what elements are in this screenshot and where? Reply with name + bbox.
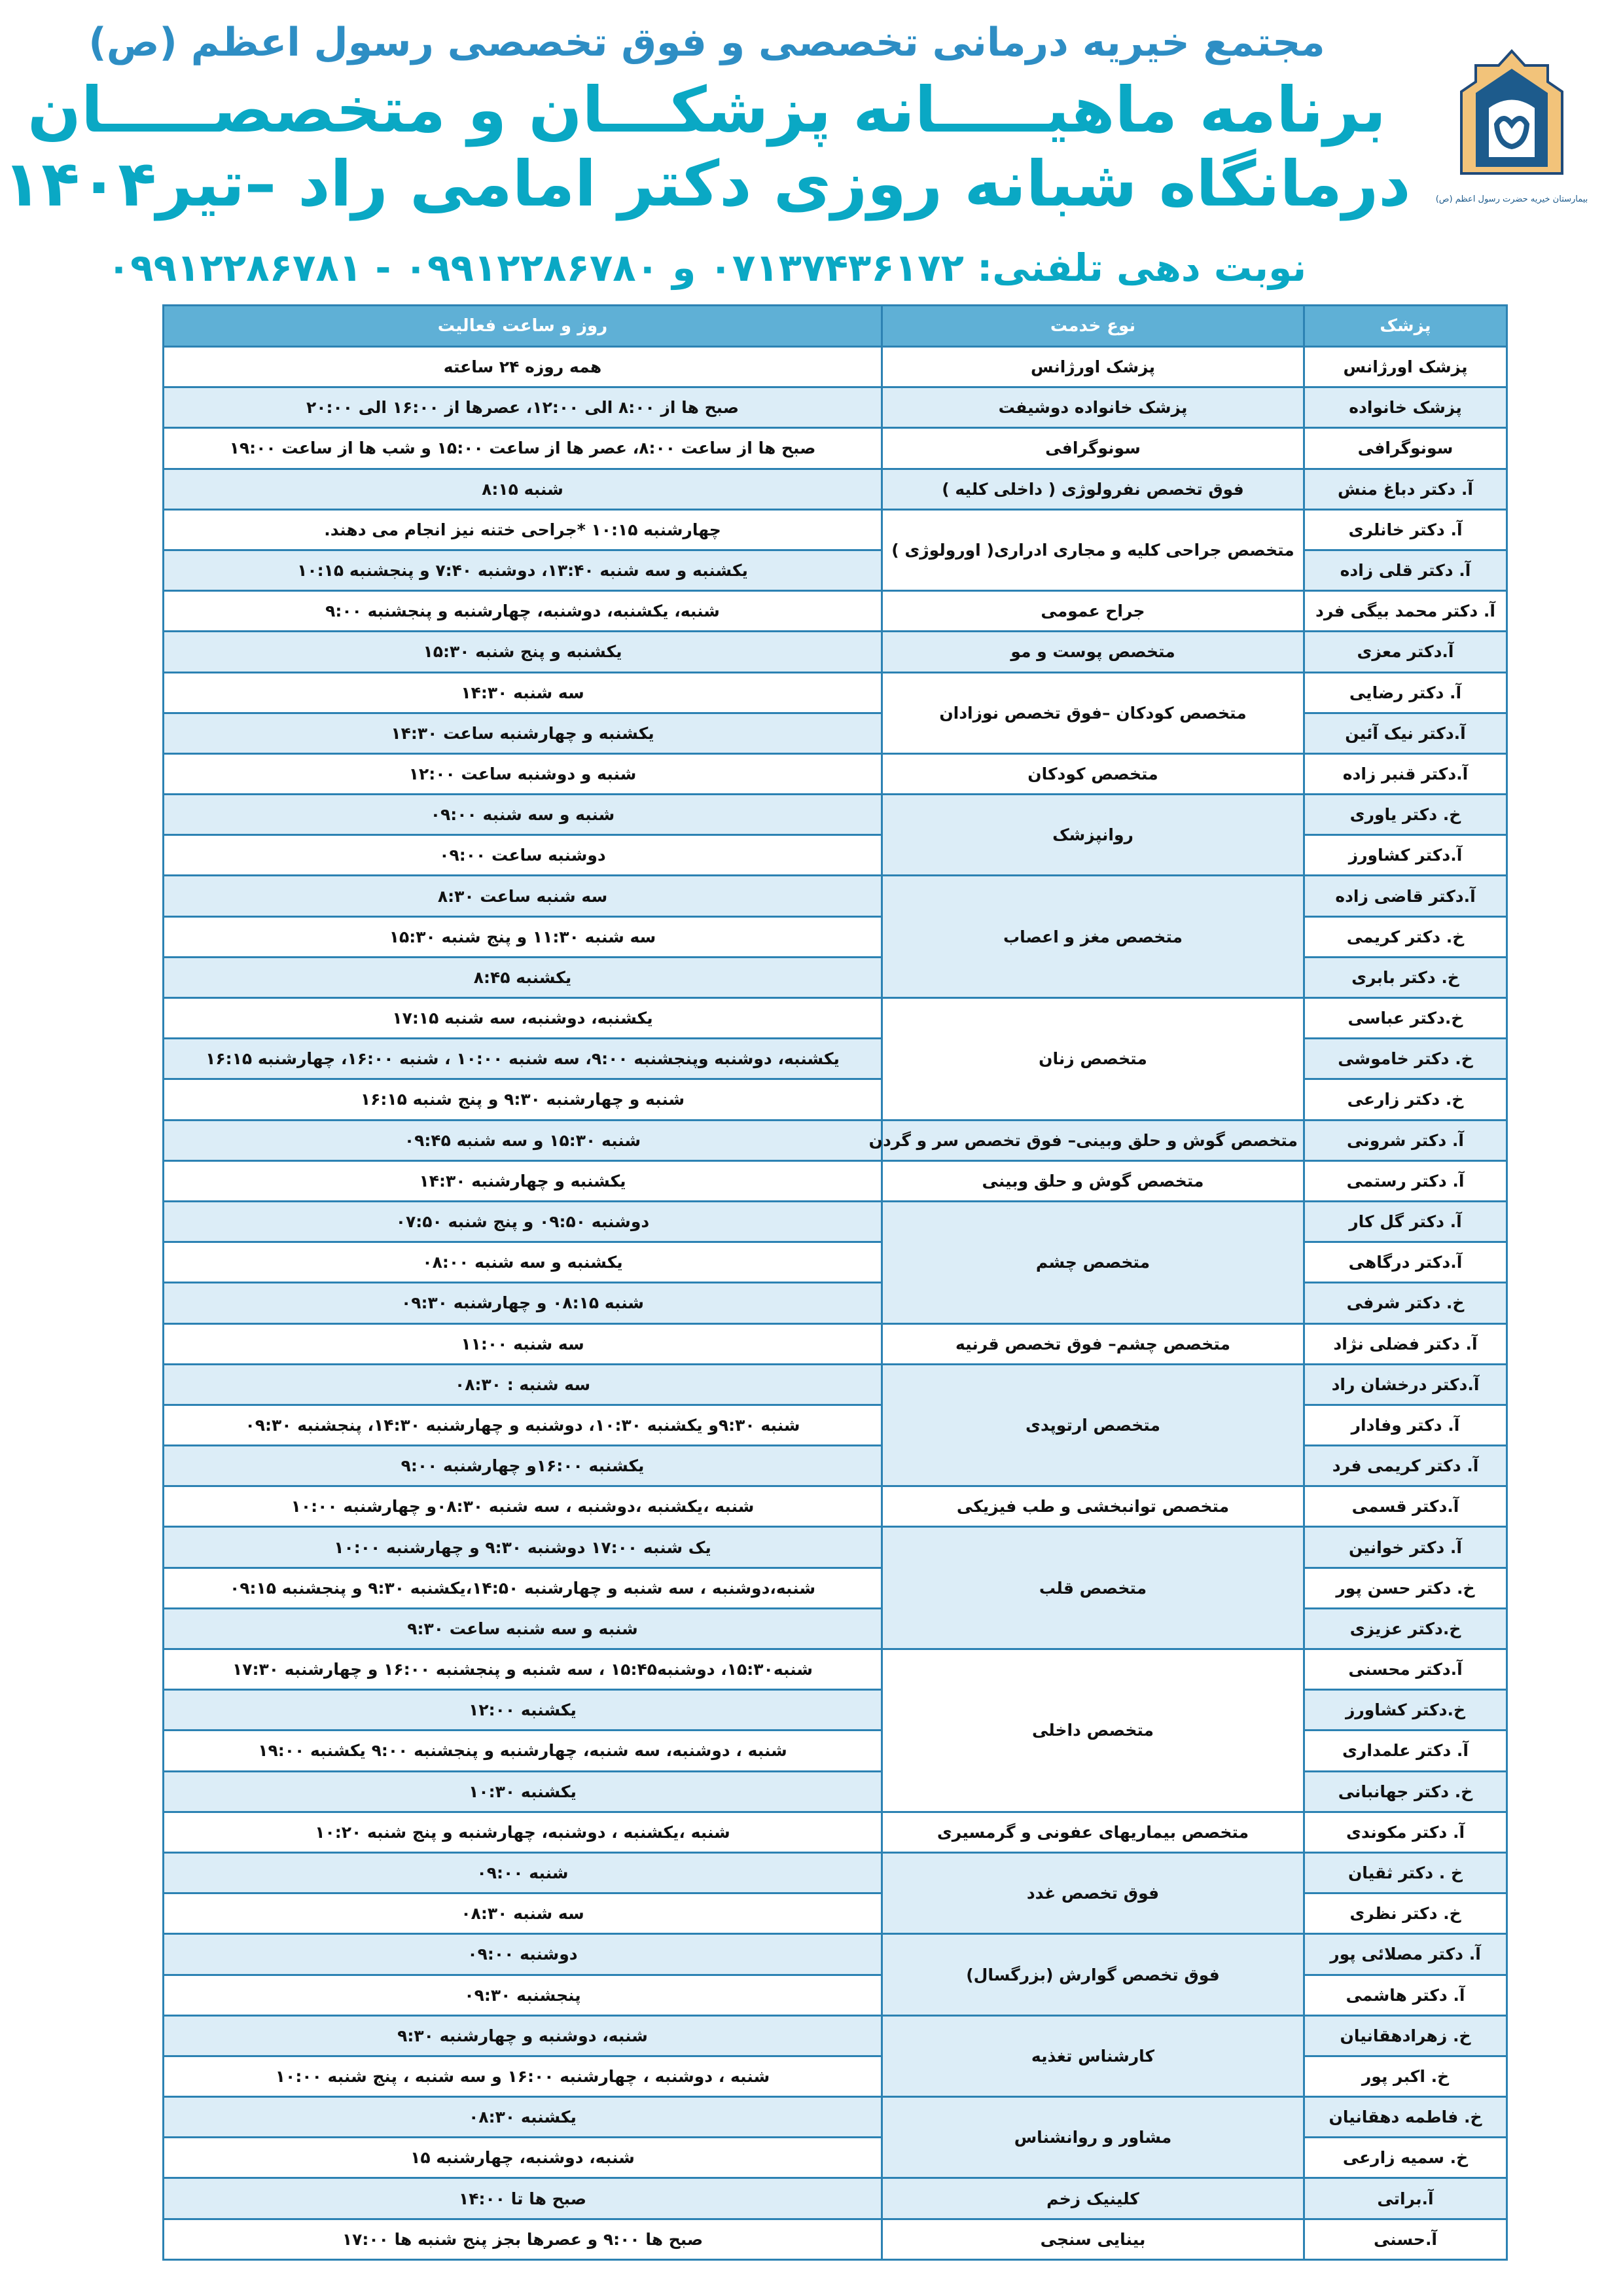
doctor-cell: آ.دکتر محسنی (1304, 1649, 1507, 1690)
table-row (164, 1446, 1507, 1486)
service-cell: فوق تخصص نفرولوژی ( داخلی کلیه ) (882, 469, 1304, 509)
table-row (164, 2097, 1507, 2138)
org-name: مجتمع خیریه درمانی تخصصی و فوق تخصصی رسول اعظم (ص) (88, 20, 1325, 65)
schedule-cell: یکشنبه ۸:۴۵ (164, 957, 882, 997)
service-cell: پزشک اورژانس (882, 347, 1304, 387)
page-title: برنامه ماهیـــــانه پزشکـــان و متخصصـــــان (27, 73, 1386, 147)
table-row (164, 591, 1507, 632)
table-header-row (164, 306, 1507, 347)
table-row (164, 550, 1507, 590)
table-row (164, 1405, 1507, 1445)
doctor-cell: آ.دکتر معزی (1304, 632, 1507, 672)
doctor-cell: خ. دکتر حسن پور (1304, 1568, 1507, 1608)
schedule-cell: دوشنبه ۰۹:۰۰ (164, 1934, 882, 1975)
hospital-logo-icon (1435, 46, 1588, 206)
doctor-cell: پزشک خانواده (1304, 387, 1507, 428)
doctor-cell: سونوگرافی (1304, 428, 1507, 469)
service-cell: بینایی سنجی (882, 2219, 1304, 2259)
schedule-cell: صبح ها از ۸:۰۰ الی ۱۲:۰۰، عصرها از ۱۶:۰۰ الی ۲۰:۰۰ (164, 387, 882, 428)
doctor-cell: آ. دکتر شرونی (1304, 1120, 1507, 1160)
schedule-cell: صبح ها تا ۱۴:۰۰ (164, 2178, 882, 2219)
schedule-cell: دوشنبه ۰۹:۵۰ و پنج شنبه ۰۷:۵۰ (164, 1201, 882, 1242)
doctor-cell: خ. دکتر شرفی (1304, 1283, 1507, 1323)
table-row (164, 1731, 1507, 1771)
doctor-cell: خ.دکتر عباسی (1304, 998, 1507, 1039)
doctor-cell: خ. دکتر جهانبانی (1304, 1771, 1507, 1812)
table-row (164, 1527, 1507, 1568)
doctor-cell: آ. دکتر فضلی نژاد (1304, 1323, 1507, 1364)
booking-phones: نوبت دهی تلفنی: ۰۷۱۳۷۴۳۶۱۷۲ و ۰۹۹۱۲۲۸۶۷۸۰ - ۰۹۹۱۲۲۸۶۷۸۱ (107, 245, 1307, 290)
table-row (164, 753, 1507, 794)
service-cell: متخصص چشم (882, 1201, 1304, 1323)
doctor-cell: آ. دکتر رضایی (1304, 672, 1507, 713)
table-row (164, 795, 1507, 835)
table-row (164, 347, 1507, 387)
service-cell: کارشناس تغذیه (882, 2015, 1304, 2096)
service-cell: متخصص ارتوپدی (882, 1364, 1304, 1486)
doctor-cell: خ. سمیه زارعی (1304, 2138, 1507, 2178)
schedule-cell: شنبه و سه شنبه ۰۹:۰۰ (164, 795, 882, 835)
schedule-cell: سه شنبه ساعت ۸:۳۰ (164, 876, 882, 916)
doctor-cell: آ.دکتر درگاهی (1304, 1242, 1507, 1283)
table-row (164, 2219, 1507, 2259)
schedule-cell: شنبه و چهارشنبه ۹:۳۰ و پنج شنبه ۱۶:۱۵ (164, 1079, 882, 1120)
table-row (164, 428, 1507, 469)
doctor-cell: آ. دکتر کریمی فرد (1304, 1446, 1507, 1486)
doctor-cell: آ.دکتر قاضی زاده (1304, 876, 1507, 916)
table-row (164, 876, 1507, 916)
schedule-cell: شنبه ،یکشنبه ، دوشنبه، چهارشنبه و پنج شنبه ۱۰:۲۰ (164, 1812, 882, 1852)
table-row (164, 1242, 1507, 1283)
table-row (164, 1812, 1507, 1852)
header-schedule: روز و ساعت فعالیت (164, 306, 882, 347)
doctor-cell: آ. دکتر مکوندی (1304, 1812, 1507, 1852)
schedule-cell: شنبه ۱۵:۳۰ و سه شنبه ۰۹:۴۵ (164, 1120, 882, 1160)
table-row (164, 1893, 1507, 1934)
schedule-cell: شنبه ۹:۳۰و یکشنبه ۱۰:۳۰، دوشنبه و چهارشنبه ۱۴:۳۰، پنجشنبه ۰۹:۳۰ (164, 1405, 882, 1445)
schedule-cell: شنبه ۰۹:۰۰ (164, 1852, 882, 1893)
table-row (164, 2178, 1507, 2219)
service-cell: جراح عمومی (882, 591, 1304, 632)
service-cell: فوق تخصص غدد (882, 1852, 1304, 1933)
table-row (164, 509, 1507, 550)
table-row (164, 1283, 1507, 1323)
schedule-cell: سه شنبه ۱۱:۳۰ و پنج شنبه ۱۵:۳۰ (164, 916, 882, 957)
service-cell: متخصص گوش و حلق وبینی– فوق تخصص سر و گردن (882, 1120, 1304, 1160)
doctor-cell: آ. دکتر مصلائی پور (1304, 1934, 1507, 1975)
doctor-cell: آ.حسنی (1304, 2219, 1507, 2259)
service-cell: متخصص قلب (882, 1527, 1304, 1649)
table-row (164, 998, 1507, 1039)
page-header (0, 0, 1623, 301)
service-cell: متخصص پوست و مو (882, 632, 1304, 672)
table-row (164, 1975, 1507, 2015)
schedule-cell: شنبه ، دوشنبه ، چهارشنبه ۱۶:۰۰ و سه شنبه ، پنج شنبه ۱۰:۰۰ (164, 2056, 882, 2096)
schedule-cell: شنبه،دوشنبه ، سه شنبه و چهارشنبه ۱۴:۵۰،یکشنبه ۹:۳۰ و پنجشنبه ۰۹:۱۵ (164, 1568, 882, 1608)
table-row (164, 1120, 1507, 1160)
table-row (164, 1486, 1507, 1527)
table-row (164, 957, 1507, 997)
page-subtitle: درمانگاه شبانه روزی دکتر امامی راد –تیر۱۴۰۴ (3, 147, 1411, 221)
table-row (164, 1608, 1507, 1649)
service-cell: پزشک خانواده دوشیفت (882, 387, 1304, 428)
schedule-cell: شنبه۱۵:۳۰، دوشنبه۱۵:۴۵ ، سه شنبه و پنجشنبه ۱۶:۰۰ و چهارشنبه ۱۷:۳۰ (164, 1649, 882, 1690)
schedule-cell: یک شنبه ۱۷:۰۰ دوشنبه ۹:۳۰ و چهارشنبه ۱۰:۰۰ (164, 1527, 882, 1568)
doctor-cell: آ. دکتر گل کار (1304, 1201, 1507, 1242)
schedule-cell: یکشنبه ۱۶:۰۰و چهارشنبه ۹:۰۰ (164, 1446, 882, 1486)
service-cell: متخصص جراحی کلیه و مجاری ادراری( اورولوژی ) (882, 509, 1304, 590)
service-cell: متخصص کودکان –فوق تخصص نوزادان (882, 672, 1304, 753)
schedule-cell: یکشنبه و چهارشنبه ۱۴:۳۰ (164, 1160, 882, 1201)
service-cell: متخصص زنان (882, 998, 1304, 1121)
doctor-cell: خ. دکتر خاموشی (1304, 1039, 1507, 1079)
service-cell: متخصص بیماریهای عفونی و گرمسیری (882, 1812, 1304, 1852)
schedule-cell: یکشنبه ۰۸:۳۰ (164, 2097, 882, 2138)
table-row (164, 835, 1507, 876)
table-row (164, 713, 1507, 753)
service-cell: متخصص کودکان (882, 753, 1304, 794)
schedule-cell: شنبه، یکشنبه، دوشنبه، چهارشنبه و پنجشنبه ۹:۰۰ (164, 591, 882, 632)
table-row (164, 1039, 1507, 1079)
doctor-cell: خ. دکتر یاوری (1304, 795, 1507, 835)
table-row (164, 672, 1507, 713)
table-row (164, 1323, 1507, 1364)
schedule-cell: صبح ها از ساعت ۸:۰۰، عصر ها از ساعت ۱۵:۰۰ و شب ها از ساعت ۱۹:۰۰ (164, 428, 882, 469)
service-cell: متخصص چشم– فوق تخصص قرنیه (882, 1323, 1304, 1364)
table-row (164, 2138, 1507, 2178)
doctor-cell: آ. دکتر علمداری (1304, 1731, 1507, 1771)
schedule-cell: شنبه ، دوشنبه، سه شنبه، چهارشنبه و پنجشنبه ۹:۰۰ یکشنبه ۱۹:۰۰ (164, 1731, 882, 1771)
service-cell: متخصص داخلی (882, 1649, 1304, 1812)
schedule-cell: سه شنبه ۰۸:۳۰ (164, 1893, 882, 1934)
doctor-cell: خ. دکتر نظری (1304, 1893, 1507, 1934)
schedule-cell: سه شنبه ۱۴:۳۰ (164, 672, 882, 713)
logo-caption: بیمارستان خیریه حضرت رسول اعظم (ص) (1435, 194, 1588, 204)
doctor-cell: خ. دکتر کریمی (1304, 916, 1507, 957)
schedule-cell: دوشنبه ساعت ۰۹:۰۰ (164, 835, 882, 876)
schedule-cell: شنبه و سه شنبه ساعت ۹:۳۰ (164, 1608, 882, 1649)
schedule-cell: سه شنبه : ۰۸:۳۰ (164, 1364, 882, 1405)
header-doctor: پزشک (1304, 306, 1507, 347)
doctor-cell: آ.دکتر قسمی (1304, 1486, 1507, 1527)
doctor-cell: آ.دکتر نیک آئین (1304, 713, 1507, 753)
doctor-cell: آ. دکتر خوانین (1304, 1527, 1507, 1568)
doctor-cell: خ . دکتر ثقیان (1304, 1852, 1507, 1893)
table-row (164, 1690, 1507, 1731)
table-row (164, 1364, 1507, 1405)
doctor-cell: آ. دکتر دباغ منش (1304, 469, 1507, 509)
doctor-cell: آ. دکتر محمد بیگی فرد (1304, 591, 1507, 632)
service-cell: کلینیک زخم (882, 2178, 1304, 2219)
table-row (164, 1934, 1507, 1975)
service-cell: متخصص توانبخشی و طب فیزیکی (882, 1486, 1304, 1527)
table-row (164, 632, 1507, 672)
table-row (164, 469, 1507, 509)
service-cell: روانپزشک (882, 795, 1304, 876)
schedule-cell: صبح ها ۹:۰۰ و عصرها بجز پنج شنبه ها ۱۷:۰۰ (164, 2219, 882, 2259)
doctor-cell: پزشک اورژانس (1304, 347, 1507, 387)
doctor-cell: خ. زهرادهقانیان (1304, 2015, 1507, 2056)
schedule-cell: یکشنبه ۱۰:۳۰ (164, 1771, 882, 1812)
service-cell: فوق تخصص گوارش (بزرگسال) (882, 1934, 1304, 2015)
schedule-cell: شنبه، دوشنبه و چهارشنبه ۹:۳۰ (164, 2015, 882, 2056)
doctor-cell: آ. دکتر خانلری (1304, 509, 1507, 550)
doctor-cell: آ. دکتر قلی زاده (1304, 550, 1507, 590)
schedule-cell: یکشنبه، دوشنبه، سه شنبه ۱۷:۱۵ (164, 998, 882, 1039)
table-row (164, 1649, 1507, 1690)
doctor-cell: آ.دکتر درخشان راد (1304, 1364, 1507, 1405)
doctor-cell: خ.دکتر عزیزی (1304, 1608, 1507, 1649)
schedule-cell: شنبه ،یکشنبه ،دوشنبه ، سه شنبه ۰۸:۳۰و چهارشنبه ۱۰:۰۰ (164, 1486, 882, 1527)
schedule-cell: یکشنبه و پنج شنبه ۱۵:۳۰ (164, 632, 882, 672)
table-row (164, 1160, 1507, 1201)
service-cell: متخصص مغز و اعصاب (882, 876, 1304, 998)
doctor-cell: آ.دکتر قنبر زاده (1304, 753, 1507, 794)
table-row (164, 387, 1507, 428)
doctor-cell: آ. دکتر رستمی (1304, 1160, 1507, 1201)
table-row (164, 1852, 1507, 1893)
doctor-cell: خ. دکتر بابری (1304, 957, 1507, 997)
header-service: نوع خدمت (882, 306, 1304, 347)
service-cell: متخصص گوش و حلق وبینی (882, 1160, 1304, 1201)
doctor-cell: آ. دکتر هاشمی (1304, 1975, 1507, 2015)
schedule-cell: یکشنبه و سه شنبه ۱۳:۴۰، دوشنبه ۷:۴۰ و پنجشنبه ۱۰:۱۵ (164, 550, 882, 590)
schedule-table (162, 304, 1508, 2261)
schedule-cell: سه شنبه ۱۱:۰۰ (164, 1323, 882, 1364)
table-row (164, 1568, 1507, 1608)
schedule-cell: یکشنبه و چهارشنبه ساعت ۱۴:۳۰ (164, 713, 882, 753)
schedule-cell: شنبه و دوشنبه ساعت ۱۲:۰۰ (164, 753, 882, 794)
doctor-cell: خ. فاطمه دهقانیان (1304, 2097, 1507, 2138)
table-row (164, 1079, 1507, 1120)
schedule-cell: چهارشنبه ۱۰:۱۵ *جراحی ختنه نیز انجام می دهند. (164, 509, 882, 550)
schedule-cell: یکشنبه و سه شنبه ۰۸:۰۰ (164, 1242, 882, 1283)
doctor-cell: آ. دکتر وفادار (1304, 1405, 1507, 1445)
doctor-cell: آ.براتی (1304, 2178, 1507, 2219)
doctor-cell: خ. اکبر پور (1304, 2056, 1507, 2096)
schedule-cell: همه روزه ۲۴ ساعته (164, 347, 882, 387)
schedule-cell: شنبه ۰۸:۱۵ و چهارشنبه ۰۹:۳۰ (164, 1283, 882, 1323)
table-row (164, 1201, 1507, 1242)
doctor-cell: خ. دکتر زارعی (1304, 1079, 1507, 1120)
table-row (164, 2015, 1507, 2056)
schedule-cell: شنبه ۸:۱۵ (164, 469, 882, 509)
doctor-cell: خ.دکتر کشاورز (1304, 1690, 1507, 1731)
schedule-cell: یکشنبه، دوشنبه وپنجشنبه ۹:۰۰، سه شنبه ۱۰:۰۰ ، شنبه ۱۶:۰۰، چهارشنبه ۱۶:۱۵ (164, 1039, 882, 1079)
doctor-cell: آ.دکتر کشاورز (1304, 835, 1507, 876)
table-row (164, 916, 1507, 957)
schedule-cell: پنجشنبه ۰۹:۳۰ (164, 1975, 882, 2015)
schedule-cell: یکشنبه ۱۲:۰۰ (164, 1690, 882, 1731)
table-row (164, 2056, 1507, 2096)
table-row (164, 1771, 1507, 1812)
schedule-cell: شنبه، دوشنبه، چهارشنبه ۱۵ (164, 2138, 882, 2178)
service-cell: سونوگرافی (882, 428, 1304, 469)
service-cell: مشاور و روانشناس (882, 2097, 1304, 2178)
